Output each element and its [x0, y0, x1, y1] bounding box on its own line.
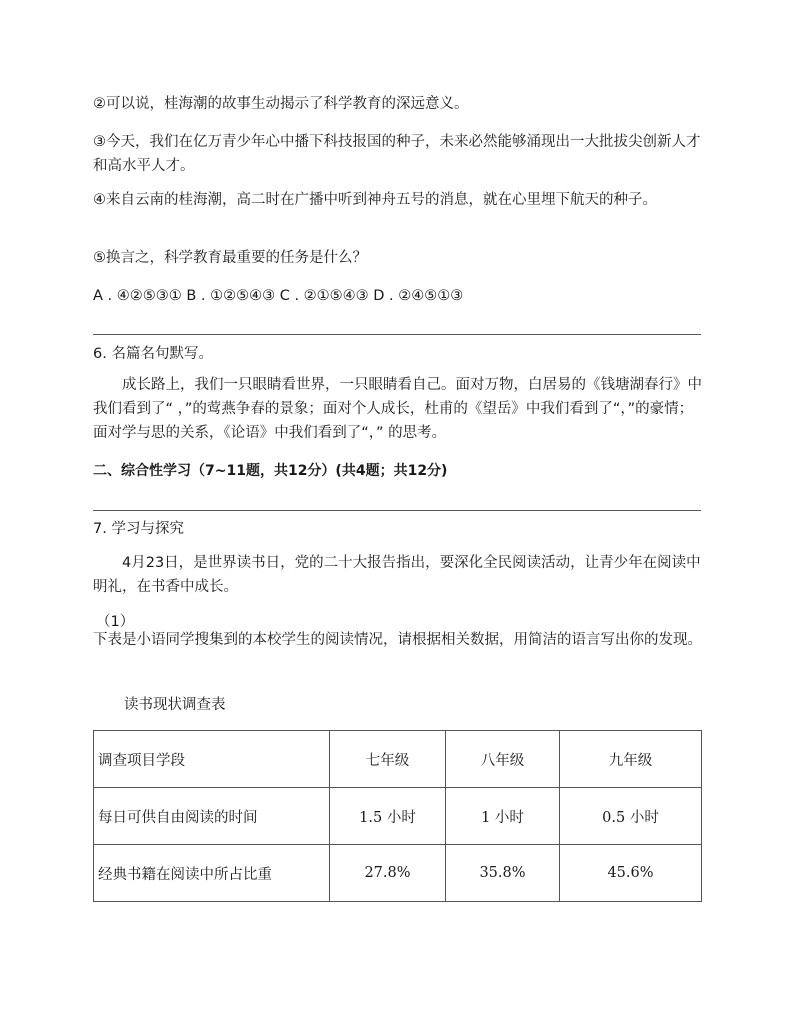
table-cell: 每日可供自由阅读的时间 [94, 788, 330, 845]
section-heading: 二、综合性学习（7~11题，共12分）(共4题；共12分) [93, 463, 448, 479]
table-cell: 1.5 小时 [330, 788, 446, 845]
answer-choices: A . ④②⑤③① B . ①②⑤④③ C . ②①⑤④③ D . ②④⑤①③ [93, 288, 464, 304]
option-item-5: ⑤换言之，科学教育最重要的任务是什么？ [93, 250, 367, 266]
table-cell: 经典书籍在阅读中所占比重 [94, 845, 330, 902]
table-header-cell: 八年级 [446, 731, 560, 788]
survey-table [93, 730, 702, 902]
table-title: 读书现状调查表 [124, 697, 226, 713]
sub-question-label: （1） [96, 614, 135, 630]
question-7-title: 7. 学习与探究 [93, 521, 184, 537]
question-6-title: 6. 名篇名句默写。 [93, 346, 213, 362]
option-item-4: ④来自云南的桂海潮，高二时在广播中听到神舟五号的消息，就在心里埋下航天的种子。 [93, 192, 657, 208]
question-7-intro: 4月23日，是世界读书日，党的二十大报告指出，要深化全民阅读活动，让青少年在阅读中明礼，在书香中成长。 [93, 555, 701, 595]
table-header-cell: 七年级 [330, 731, 446, 788]
table-header-row [94, 731, 702, 788]
table-row [94, 788, 702, 845]
table-cell: 0.5 小时 [560, 788, 702, 845]
divider [93, 334, 701, 335]
divider [93, 510, 701, 511]
table-header-cell: 九年级 [560, 731, 702, 788]
table-cell: 1 小时 [446, 788, 560, 845]
table-row [94, 845, 702, 902]
table-cell: 27.8% [330, 845, 446, 902]
option-item-2: ②可以说，桂海潮的故事生动揭示了科学教育的深远意义。 [93, 96, 469, 112]
option-item-3: ③今天，我们在亿万青少年心中播下科技报国的种子，未来必然能够涌现出一大批拔尖创新人才和高水平人才。 [93, 134, 701, 174]
table-cell: 45.6% [560, 845, 702, 902]
sub-question-text: 下表是小语同学搜集到的本校学生的阅读情况，请根据相关数据，用简洁的语言写出你的发现。 [93, 632, 702, 648]
table-cell: 35.8% [446, 845, 560, 902]
table-header-cell: 调查项目学段 [94, 731, 330, 788]
question-6-body: 成长路上，我们一只眼睛看世界，一只眼睛看自己。面对万物，白居易的《钱塘湖春行》中我们看到了“ ，”的莺燕争春的景象；面对个人成长，杜甫的《望岳》中我们看到了“，”的豪情；面对学与思的关系，《论语》中我们看到了“，” 的思考。 [93, 377, 702, 441]
